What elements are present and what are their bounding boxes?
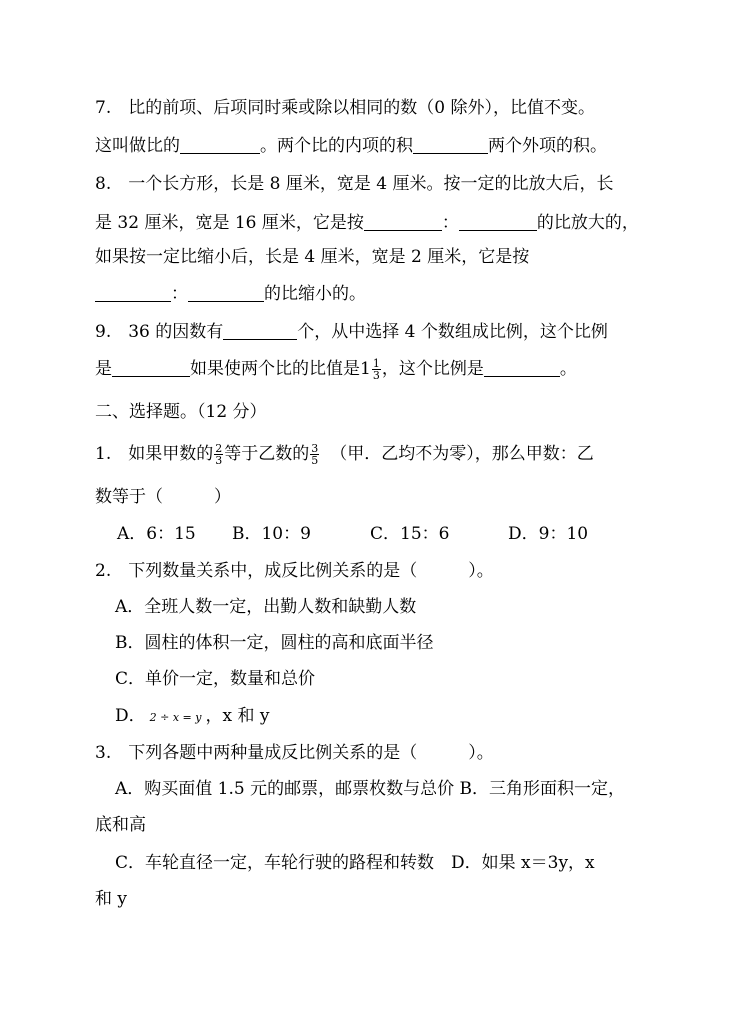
c1-options [117,522,588,546]
q7-text: 7. 比的前项、后项同时乘或除以相同的数（0 除外），比值不变。 [95,98,595,118]
q8-text: 如果按一定比缩小后，长是 4 厘米，宽是 2 厘米，它是按 [95,247,530,267]
q8-text: 的比放大的， [536,213,639,233]
option-d-text: ，x 和 y [205,706,270,726]
c1-text: 1. 如果甲数的 [95,444,214,464]
option-a-text: A．全班人数一定，出勤人数和缺勤人数 [115,597,417,617]
c1-text: 数等于（ ） [95,487,231,507]
option-c-text: C．单价一定，数量和总价 [115,669,316,689]
option-b-text: 底和高 [95,815,146,835]
option-d-text: 和 y [95,889,128,909]
q8-text: 8. 一个长方形，长是 8 厘米，宽是 4 厘米。按一定的比放大后，长 [95,174,614,194]
q9-text: 9. 36 的因数有 [95,322,224,342]
q9-text: 。 [559,359,577,379]
option-a[interactable]: A．6：15 [117,524,196,544]
option-a[interactable] [115,595,416,619]
q9-text: 个，从中选择 4 个数组成比例，这个比例 [297,322,608,342]
q7-text: 这叫做比的 [95,136,180,156]
q8-line-1 [95,172,613,196]
q7-text: 。两个比的内项的积 [260,136,413,156]
q9-text: ，这个比例是 [381,359,484,379]
q7-line-1 [95,96,595,120]
fraction-numerator: 2 [215,442,223,455]
c3-line-ab[interactable] [115,777,625,801]
option-b[interactable]: B．10：9 [232,524,311,544]
answer-blank[interactable] [188,283,264,302]
answer-blank[interactable] [95,283,171,302]
option-d[interactable] [115,704,269,730]
equation: 2 ÷ x = y [149,711,202,724]
q8-text: 是 32 厘米，宽是 16 厘米，它是按 [95,213,364,233]
fraction-two-thirds [214,443,223,466]
fraction-numerator: 3 [311,442,319,455]
option-c[interactable] [115,667,315,691]
answer-blank[interactable] [112,358,190,377]
q9-line-1 [95,320,608,344]
fraction-denominator: 5 [311,454,319,467]
section-heading [95,400,267,424]
c2-text: 2. 下列数量关系中，成反比例关系的是（ ）。 [95,561,494,581]
q9-text: 如果使两个比的比值是 [190,359,360,379]
c1-line-2 [95,485,231,509]
c1-text: （甲．乙均不为零），那么甲数：乙 [330,444,594,464]
q7-text: 两个外项的积。 [488,136,607,156]
q9-line-2 [95,357,577,381]
option-b-text: B．圆柱的体积一定，圆柱的高和底面半径 [115,633,434,653]
option-ab-text: A．购买面值 1.5 元的邮票，邮票枚数与总价 B．三角形面积一定， [115,779,626,799]
q8-line-3 [95,245,529,269]
c3-line-ab-cont [95,813,146,837]
mixed-number-fraction [372,358,381,381]
c3-line-cd-cont [95,887,127,911]
answer-blank[interactable] [459,212,537,231]
q8-text: ： [171,284,188,304]
q8-line-2 [95,211,639,235]
c3-line-cd[interactable] [115,851,595,875]
c3-text: 3. 下列各题中两种量成反比例关系的是（ ）。 [95,743,494,763]
q7-line-2 [95,134,607,158]
q8-text: ： [441,213,459,233]
c2-stem [95,559,494,583]
c1-text: 等于乙数的 [224,444,310,464]
answer-blank[interactable] [484,358,560,377]
option-cd-text: C．车轮直径一定，车轮行驶的路程和转数 D．如果 x＝3y，x [115,853,595,873]
mixed-number-whole: 1 [360,359,371,379]
option-d[interactable]: D．9：10 [508,524,589,544]
q8-text: 的比缩小的。 [264,284,366,304]
answer-blank[interactable] [223,321,297,340]
fraction-denominator: 3 [372,369,380,382]
section-title: 二、选择题。（12 分） [95,402,267,422]
fraction-three-fifths [310,443,319,466]
fraction-denominator: 3 [215,454,223,467]
answer-blank[interactable] [413,135,488,154]
answer-blank[interactable] [364,212,442,231]
option-d-label: D． [115,706,146,726]
option-b[interactable] [115,631,434,655]
option-c[interactable]: C．15：6 [370,524,450,544]
answer-blank[interactable] [180,135,260,154]
fraction-numerator: 1 [372,357,380,370]
q8-line-4 [95,282,366,306]
q9-text: 是 [95,359,112,379]
c1-line-1 [95,442,594,466]
c3-stem [95,741,494,765]
